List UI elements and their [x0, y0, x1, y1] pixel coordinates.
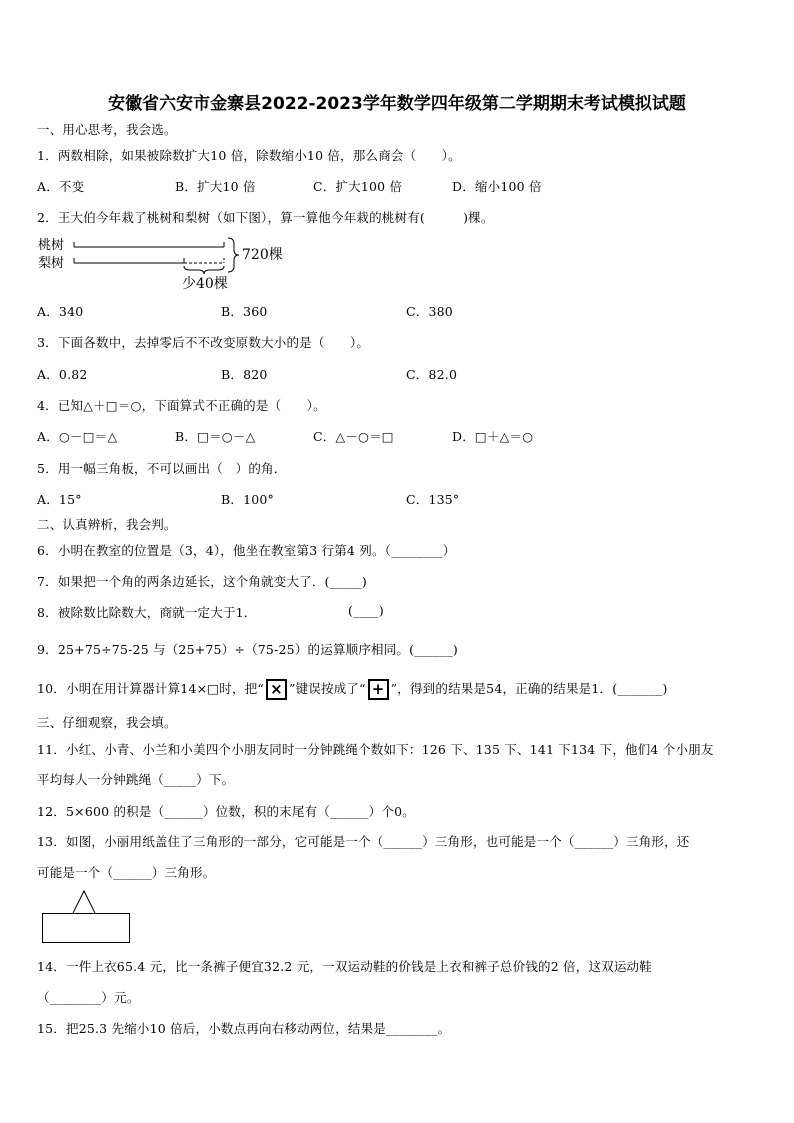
question-5-option-a: A．15°: [37, 492, 82, 507]
question-5-option-b: B．100°: [221, 492, 274, 507]
question-1-stem: 1．两数相除，如果被除数扩大10 倍，除数缩小10 倍，那么商会（ ）。: [37, 148, 461, 163]
triangle-tip: [73, 891, 95, 913]
question-3-option-c: C．82.0: [406, 367, 458, 382]
plus-key-icon: +: [368, 679, 389, 700]
question-8-text: 8．被除数比除数大，商就一定大于1．: [37, 605, 257, 620]
question-13-line1: 13．如图，小丽用纸盖住了三角形的一部分，它可能是一个（______）三角形，也可能是一个（______）三角形，还: [37, 834, 690, 849]
question-1-option-d: D．缩小100 倍: [452, 179, 542, 194]
question-4-option-c: C．△－○＝□: [313, 429, 394, 444]
total-brace: [228, 238, 239, 272]
question-7: 7．如果把一个角的两条边延长，这个角就变大了．(_____): [37, 574, 367, 589]
diagram-label-pear: 梨树: [38, 256, 65, 271]
section-1-heading: 一、用心思考，我会选。: [37, 122, 177, 137]
question-2-option-b: B．360: [221, 304, 268, 319]
question-10-part1: 10．小明在用计算器计算14×□时，把“: [37, 681, 264, 696]
question-5-stem: 5．用一幅三角板，不可以画出（ ）的角．: [37, 461, 287, 476]
question-11-line2: 平均每人一分钟跳绳（_____）下。: [37, 772, 235, 787]
section-3-heading: 三、仔细观察，我会填。: [37, 715, 177, 730]
question-4-option-b: B．□＝○－△: [175, 429, 256, 444]
question-2-option-c: C．380: [406, 304, 453, 319]
multiply-key-icon: ×: [266, 679, 287, 700]
question-4-option-a: A．○－□＝△: [37, 429, 118, 444]
question-15: 15．把25.3 先缩小10 倍后，小数点再向右移动两位，结果是________。: [37, 1021, 451, 1036]
covered-triangle-figure: [40, 888, 135, 946]
question-2-stem: 2．王大伯今年栽了桃树和梨树（如下图），算一算他今年栽的桃树有( )棵。: [37, 210, 494, 225]
question-9: 9．25+75÷75-25 与（25+75）÷（75-25）的运算顺序相同。(______): [37, 642, 458, 657]
question-6: 6．小明在教室的位置是（3，4），他坐在教室第3 行第4 列。（________）: [37, 543, 456, 558]
question-5-option-c: C．135°: [406, 492, 460, 507]
question-12: 12．5×600 的积是（______）位数，积的末尾有（______）个0。: [37, 804, 415, 819]
page-title: 安徽省六安市金寨县2022-2023学年数学四年级第二学期期末考试模拟试题: [108, 94, 686, 114]
question-14-line2: （________）元。: [37, 990, 140, 1005]
question-3-option-b: B．820: [221, 367, 268, 382]
tree-diagram: [36, 232, 296, 294]
question-3-option-a: A．0.82: [37, 367, 88, 382]
diagram-less-label: 少40棵: [182, 276, 228, 292]
question-4-option-d: D．□＋△＝○: [452, 429, 534, 444]
question-13-line2: 可能是一个（______）三角形。: [37, 865, 216, 880]
cover-paper-rect: [43, 914, 130, 943]
question-4-stem: 4．已知△＋□＝○，下面算式不正确的是（ ）。: [37, 398, 326, 413]
question-11-line1: 11．小红、小青、小兰和小美四个小朋友同时一分钟跳绳个数如下：126 下、135 下、141 下134 下，他们4 个小朋友: [37, 742, 714, 757]
question-10: [37, 679, 668, 700]
diagram-label-peach: 桃树: [38, 238, 65, 253]
question-2-option-a: A．340: [37, 304, 84, 319]
diagram-total-label: 720棵: [242, 247, 283, 263]
less-brace: [184, 266, 224, 274]
section-2-heading: 二、认真辨析，我会判。: [37, 517, 177, 532]
question-3-stem: 3．下面各数中，去掉零后不不改变原数大小的是（ ）。: [37, 335, 370, 350]
question-1-option-b: B．扩大10 倍: [175, 179, 256, 194]
question-10-part2: ”键误按成了“: [289, 681, 366, 696]
question-14-line1: 14．一件上衣65.4 元，比一条裤子便宜32.2 元，一双运动鞋的价钱是上衣和裤子总价钱的2 倍，这双运动鞋: [37, 959, 652, 974]
question-8-blank: (____): [348, 603, 384, 618]
question-10-part3: ”，得到的结果是54，正确的结果是1．(_______): [390, 681, 668, 696]
question-1-option-c: C．扩大100 倍: [313, 179, 403, 194]
question-1-option-a: A．不变: [37, 179, 85, 194]
